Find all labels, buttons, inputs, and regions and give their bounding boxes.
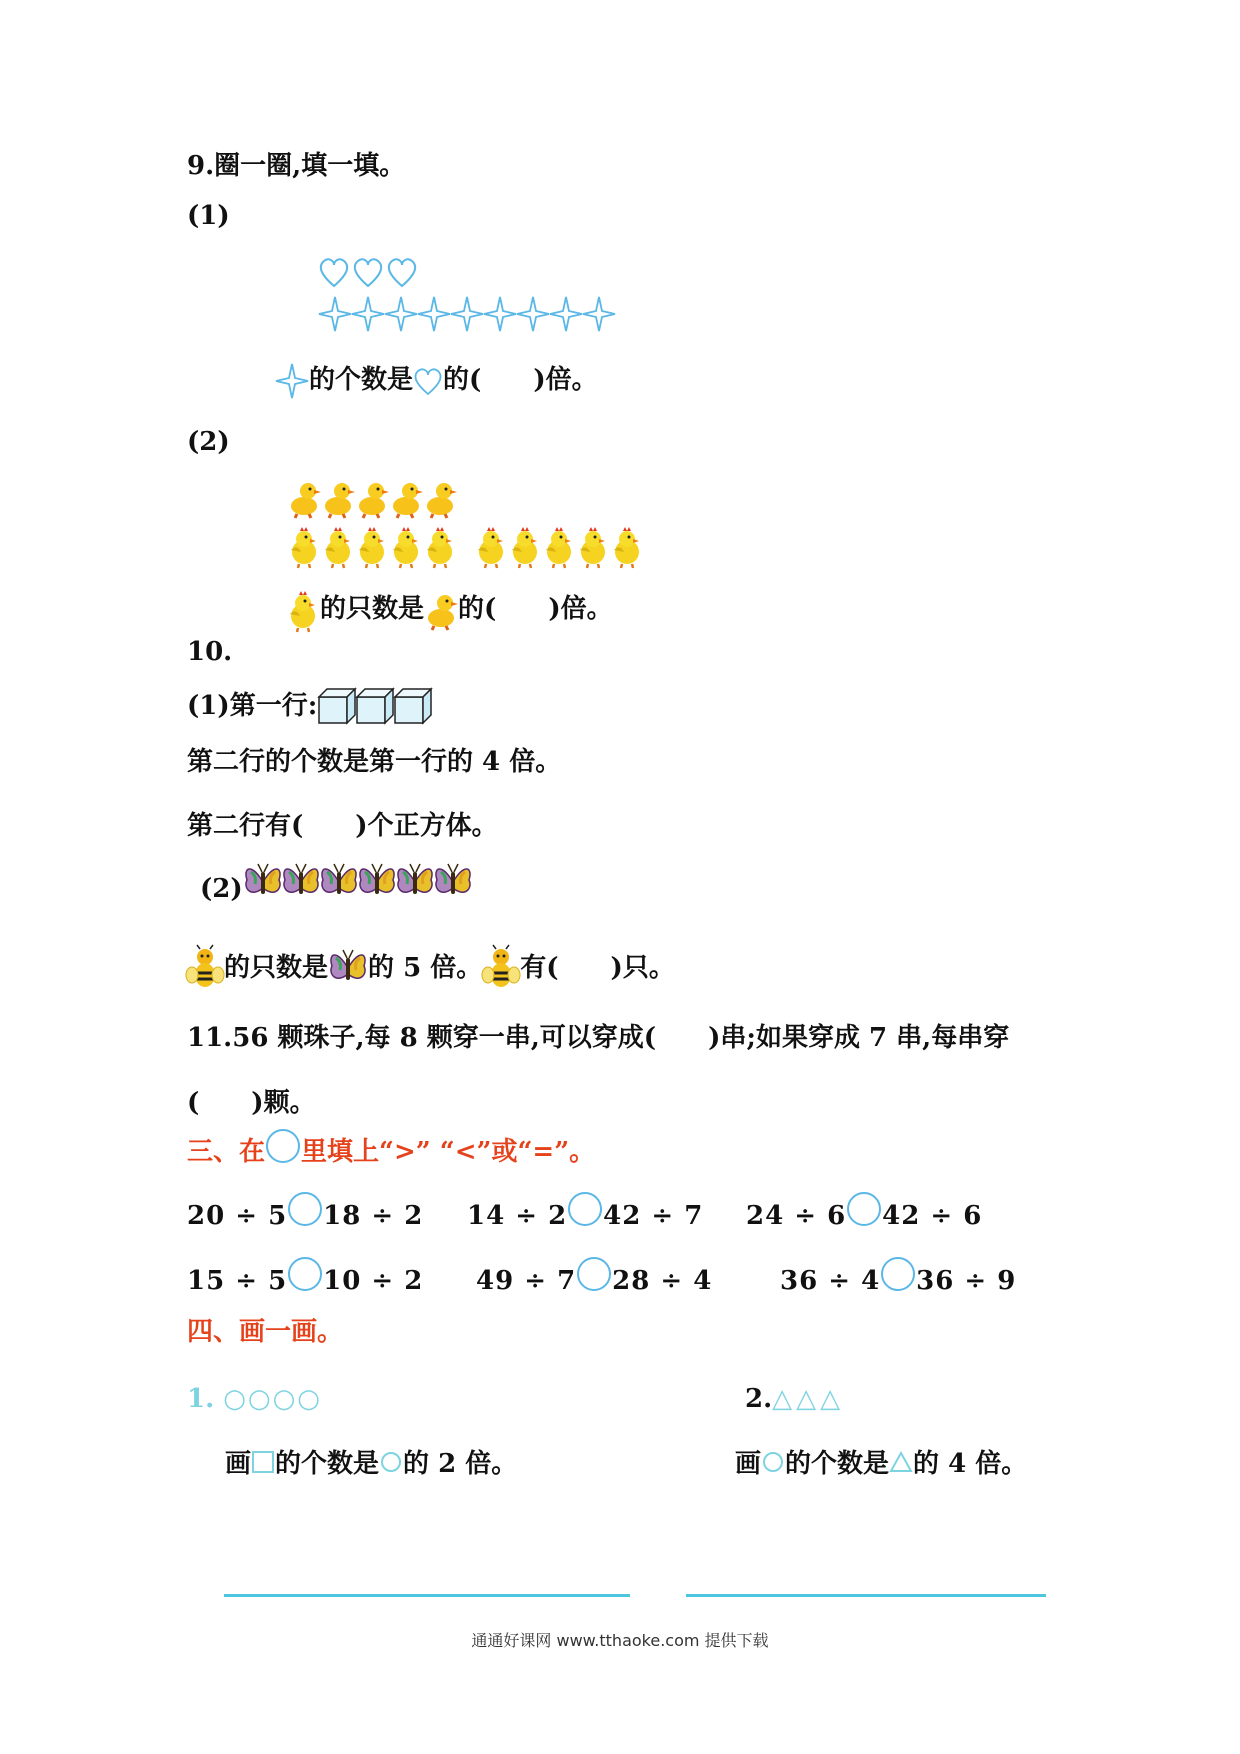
section3-title-a: 三、在 [187,1137,266,1167]
draw-item-2-c: 的 4 倍。 [913,1449,1028,1479]
q9-p2-text-b: 的( )倍。 [458,594,613,624]
q9-p2-text-a: 的只数是 [320,594,425,624]
q9-part1-sentence [275,362,598,400]
compare-item-1 [187,1200,423,1232]
cube-icon [395,689,431,723]
q11-line2: ( )颗。 [187,1088,316,1118]
star-icon [550,297,582,331]
star-icon [418,297,450,331]
chick-icon [614,527,639,568]
chick-icon [427,527,452,568]
section3-title-b: 里填上“>” “<”或“=”。 [301,1137,596,1167]
circle-blank-icon [265,1128,301,1164]
compare-left: 20 ÷ 5 [187,1201,288,1231]
draw-item-1-c: 的 2 倍。 [403,1449,518,1479]
q10-line4-a: 的只数是 [224,953,329,983]
bee-icon [482,945,520,993]
butterfly-icon [246,864,280,894]
compare-left: 49 ÷ 7 [476,1266,577,1296]
answer-line-1[interactable] [224,1594,630,1597]
draw-item-1-label: 1. [187,1384,215,1414]
star-icon [385,297,417,331]
chick-icon [512,527,537,568]
q9-p1-text-a: 的个数是 [309,365,414,395]
butterfly-icon [436,864,470,894]
circle-icon [761,1450,785,1474]
cubes-row [317,687,437,727]
cube-icon [357,689,393,723]
draw-item-2-a: 画 [735,1449,762,1479]
compare-item-2 [467,1200,703,1232]
draw-item-2-shapes: △△△ [772,1384,845,1414]
q9-p1-text-b: 的( )倍。 [443,365,598,395]
chick-icon [580,527,605,568]
q10-p1-label: (1)第一行: [187,691,318,721]
heart-icon [355,259,381,286]
answer-line-2[interactable] [686,1594,1046,1597]
star-icon [517,297,549,331]
draw-item-1-text [225,1448,517,1480]
draw-item-1-b: 的个数是 [275,1449,380,1479]
cube-icon [319,689,355,723]
triangle-icon [889,1450,913,1474]
chick-icon [393,527,418,568]
compare-item-6 [780,1265,1016,1297]
chicks-row-1 [287,526,467,570]
footer: 通通好课网 www.tthaoke.com 提供下载 [471,1631,769,1650]
chicks-row-2 [474,526,654,570]
compare-circle[interactable] [880,1256,916,1292]
draw-item-2-header [745,1383,844,1415]
butterfly-icon [322,864,356,894]
compare-circle[interactable] [846,1191,882,1227]
compare-item-5 [476,1265,712,1297]
q10-part2 [200,873,493,905]
butterfly-icon [284,864,318,894]
q10-part1 [187,687,437,727]
compare-item-4 [187,1265,423,1297]
q10-line3: 第二行有( )个正方体。 [187,811,498,841]
q10-line4-c: 有( )只。 [520,953,675,983]
star-icon [583,297,615,331]
compare-left: 24 ÷ 6 [746,1201,847,1231]
draw-item-2-text [735,1448,1027,1480]
compare-left: 36 ÷ 4 [780,1266,881,1296]
q10-line4-b: 的 5 倍。 [368,953,483,983]
compare-right: 28 ÷ 4 [612,1266,713,1296]
q10-line4 [186,944,675,994]
section4-title: 四、画一画。 [187,1317,344,1347]
heart-icon [413,366,443,396]
compare-circle[interactable] [576,1256,612,1292]
chick-icon [478,527,503,568]
draw-item-2-label: 2. [745,1384,773,1414]
draw-item-1-header [187,1383,322,1415]
q9-title: 9.圈一圈,填一填。 [187,151,406,181]
draw-item-1-shapes: ○○○○ [223,1384,322,1414]
heart-icon [321,259,347,286]
q10-line2: 第二行的个数是第一行的 4 倍。 [187,747,562,777]
compare-right: 36 ÷ 9 [916,1266,1017,1296]
butterfly-icon [328,944,368,994]
chick-icon [325,527,350,568]
compare-circle[interactable] [287,1191,323,1227]
q10-p2-label: (2) [200,874,243,904]
square-icon [251,1450,275,1474]
compare-circle[interactable] [287,1256,323,1292]
heart-icon [389,259,415,286]
compare-circle[interactable] [567,1191,603,1227]
hearts-row [318,256,428,290]
chick-icon [359,527,384,568]
q11-line1: 11.56 颗珠子,每 8 颗穿一串,可以穿成( )串;如果穿成 7 串,每串穿 [187,1023,1010,1053]
compare-left: 15 ÷ 5 [187,1266,288,1296]
duck-icon [424,590,458,630]
star-icon [275,362,309,400]
star-icon [319,297,351,331]
duck-icon [393,483,423,518]
butterflies-row [243,854,493,904]
star-icon [451,297,483,331]
chick-icon [291,527,316,568]
duck-icon [359,483,389,518]
ducks-row [287,478,467,522]
draw-item-2-b: 的个数是 [785,1449,890,1479]
circle-icon [379,1450,403,1474]
butterfly-icon [360,864,394,894]
compare-right: 42 ÷ 6 [882,1201,983,1231]
compare-right: 42 ÷ 7 [603,1201,704,1231]
duck-icon [325,483,355,518]
duck-icon [291,483,321,518]
star-icon [484,297,516,331]
section3-title [187,1136,595,1168]
bee-icon [186,945,224,993]
star-icon [352,297,384,331]
compare-item-3 [746,1200,982,1232]
compare-right: 10 ÷ 2 [323,1266,424,1296]
stars-row [318,295,628,335]
q9-part2-label: (2) [187,427,230,457]
chick-icon [546,527,571,568]
compare-left: 14 ÷ 2 [467,1201,568,1231]
q10-title: 10. [187,637,233,667]
butterfly-icon [398,864,432,894]
draw-item-1-a: 画 [225,1449,252,1479]
q9-part1-label: (1) [187,201,230,231]
chick-icon [286,590,320,630]
duck-icon [427,483,457,518]
q9-part2-sentence [286,590,613,630]
compare-right: 18 ÷ 2 [323,1201,424,1231]
